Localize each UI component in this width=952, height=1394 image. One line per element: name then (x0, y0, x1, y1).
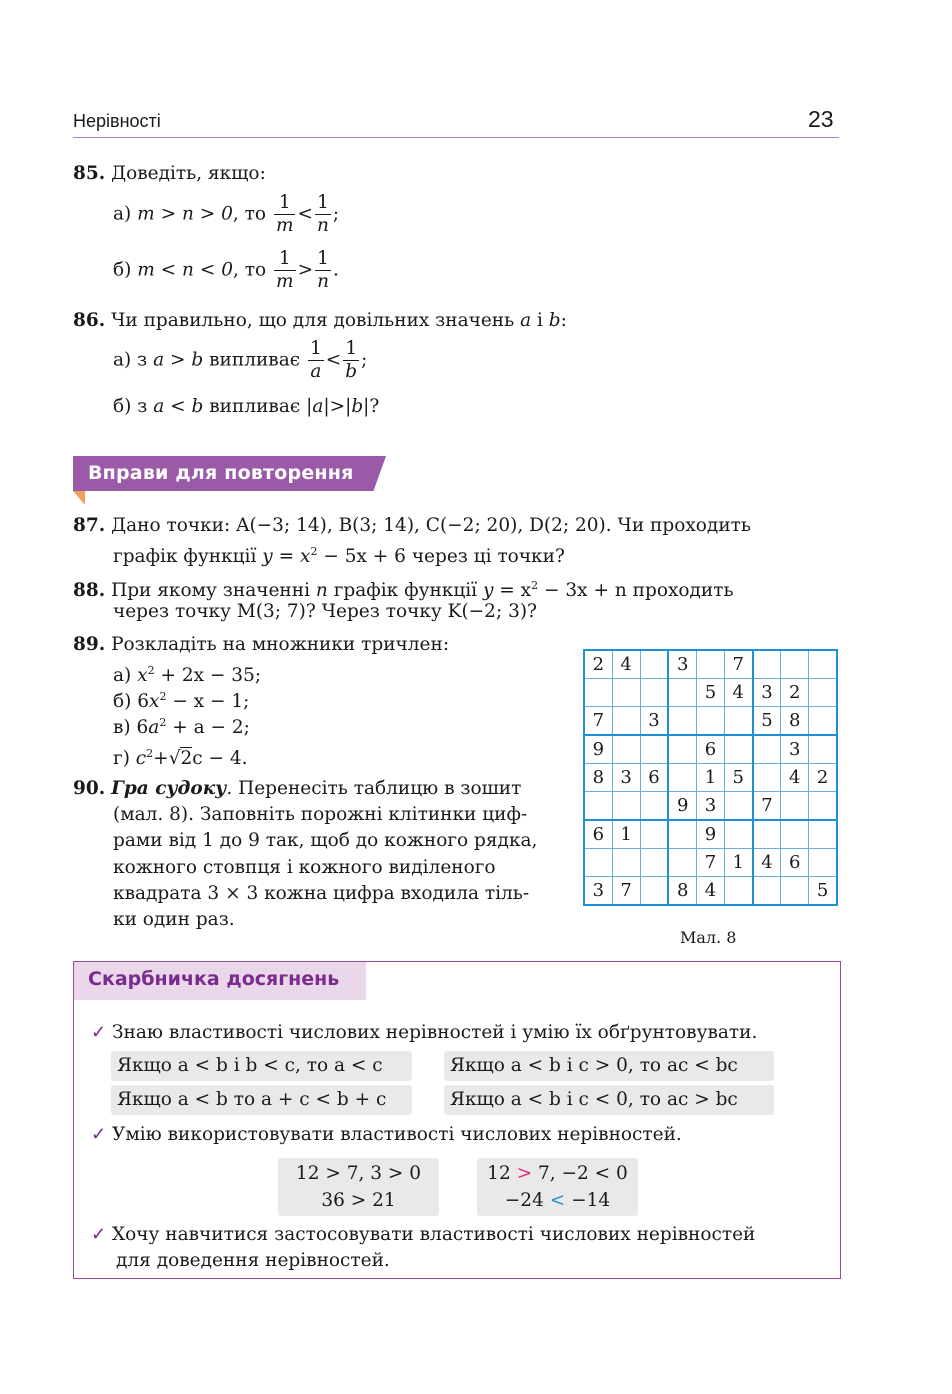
exercise-90-line6: ки один раз. (113, 909, 235, 930)
exercise-90: 90. Гра судоку. Перенесіть таблицю в зошит (73, 778, 522, 799)
exercise-85b: б) m < n < 0, то $\frac{1}{m}$ > $\frac{1}{n}$ . (113, 248, 339, 292)
exercise-86b: б) з a < b випливає |a|>|b|? (113, 396, 380, 417)
sudoku-cell: 6 (697, 735, 725, 764)
sudoku-cell (640, 849, 668, 877)
sudoku-cell: 9 (697, 820, 725, 849)
sudoku-cell: 5 (753, 707, 781, 736)
sudoku-cell: 3 (753, 679, 781, 707)
sudoku-cell (640, 735, 668, 764)
sudoku-cell (640, 877, 668, 906)
sudoku-cell: 9 (584, 735, 612, 764)
check-icon: ✓ (91, 1224, 107, 1245)
achievement-item-3: ✓ Хочу навчитися застосовувати властивості числових нерівностей (91, 1224, 756, 1245)
sudoku-cell: 3 (781, 735, 809, 764)
sudoku-row (584, 792, 837, 821)
sudoku-cell: 9 (668, 792, 696, 821)
sudoku-cell (697, 650, 725, 679)
sudoku-cell (753, 735, 781, 764)
sudoku-cell (640, 792, 668, 821)
sudoku-cell (753, 877, 781, 906)
sudoku-cell: 2 (584, 650, 612, 679)
sudoku-cell (809, 707, 837, 736)
sudoku-cell (781, 820, 809, 849)
sudoku-cell (612, 707, 640, 736)
sudoku-row (584, 650, 837, 679)
sudoku-cell (809, 735, 837, 764)
sudoku-grid (583, 649, 838, 906)
exercise-90-line3: рами від 1 до 9 так, щоб до кожного рядка, (113, 830, 538, 851)
rule-box-3: Якщо a < b то a + c < b + c (111, 1085, 412, 1115)
sudoku-cell: 4 (612, 650, 640, 679)
header-divider (73, 137, 839, 138)
achievement-item-3-line2: для доведення нерівностей. (116, 1250, 390, 1271)
sudoku-cell: 6 (640, 764, 668, 792)
example-box-2: 12 > 7, −2 < 0 −24 < −14 (477, 1158, 638, 1216)
exercise-90-line5: квадрата 3 × 3 кожна цифра входила тіль- (113, 883, 530, 904)
sudoku-cell: 2 (809, 764, 837, 792)
sudoku-cell (668, 849, 696, 877)
sudoku-cell: 6 (781, 849, 809, 877)
sudoku-cell (668, 820, 696, 849)
check-icon: ✓ (91, 1124, 107, 1145)
example-box-1: 12 > 7, 3 > 0 36 > 21 (278, 1158, 439, 1216)
figure-caption: Мал. 8 (680, 928, 737, 947)
sudoku-cell: 3 (584, 877, 612, 906)
sudoku-cell: 6 (584, 820, 612, 849)
exercise-87-line2: графік функції $y = x^2 - 5x + 6$ через ці точки? (113, 545, 565, 568)
sudoku-cell (612, 735, 640, 764)
sudoku-cell (640, 650, 668, 679)
sudoku-cell (781, 792, 809, 821)
sudoku-cell: 3 (668, 650, 696, 679)
sudoku-cell (640, 679, 668, 707)
sudoku-cell (668, 707, 696, 736)
sudoku-cell: 5 (809, 877, 837, 906)
sudoku-cell: 7 (584, 707, 612, 736)
sudoku-cell (809, 650, 837, 679)
sudoku-cell (809, 849, 837, 877)
sudoku-cell: 3 (612, 764, 640, 792)
exercise-86a: а) з a > b випливає $\frac{1}{a}$ < $\frac{1}{b}$ ; (113, 338, 368, 382)
check-icon: ✓ (91, 1022, 107, 1043)
sudoku-cell (724, 735, 752, 764)
exercise-86: 86. Чи правильно, що для довільних значень a і b: (73, 310, 567, 331)
exercise-89: 89. Розкладіть на множники тричлен: (73, 634, 450, 655)
exercise-89a: а) $x^2 + 2x - 35$; (113, 664, 262, 687)
sudoku-cell: 3 (697, 792, 725, 821)
sudoku-cell: 7 (697, 849, 725, 877)
banner-fold-decoration (73, 491, 85, 505)
sudoku-cell (584, 849, 612, 877)
sudoku-cell: 5 (724, 764, 752, 792)
exercise-85: 85. Доведіть, якщо: (73, 163, 266, 184)
sudoku-row (584, 735, 837, 764)
sudoku-cell (584, 679, 612, 707)
sudoku-cell: 2 (781, 679, 809, 707)
exercise-89b: б) $6x^2 - x - 1$; (113, 690, 250, 713)
sudoku-cell (809, 792, 837, 821)
sudoku-cell (584, 792, 612, 821)
rule-box-4: Якщо a < b і c < 0, то ac > bc (444, 1085, 774, 1115)
achievement-item-2: ✓ Умію використовувати властивості числових нерівностей. (91, 1124, 682, 1145)
sudoku-cell: 5 (697, 679, 725, 707)
sudoku-row (584, 764, 837, 792)
sudoku-cell: 1 (724, 849, 752, 877)
sudoku-cell (668, 679, 696, 707)
exercise-87: 87. Дано точки: A(−3; 14), B(3; 14), C(−2; 20), D(2; 20). Чи проходить (73, 515, 751, 536)
sudoku-row (584, 679, 837, 707)
sudoku-cell: 4 (753, 849, 781, 877)
sudoku-cell: 7 (753, 792, 781, 821)
sudoku-cell (668, 735, 696, 764)
sudoku-cell (753, 764, 781, 792)
sudoku-row (584, 877, 837, 906)
sudoku-cell (809, 679, 837, 707)
page-number: 23 (808, 106, 834, 132)
sudoku-cell (697, 707, 725, 736)
sudoku-cell (781, 650, 809, 679)
sudoku-cell: 4 (724, 679, 752, 707)
exercise-85a: а) m > n > 0, то $\frac{1}{m}$ < $\frac{1}{n}$ ; (113, 192, 340, 236)
sudoku-cell (724, 877, 752, 906)
sudoku-cell: 7 (724, 650, 752, 679)
sudoku-cell: 8 (584, 764, 612, 792)
exercise-88: 88. При якому значенні n графік функції $y = x^2 - 3x + n$ проходить (73, 579, 734, 602)
rule-box-2: Якщо a < b і c > 0, то ac < bc (444, 1051, 774, 1081)
sudoku-cell (753, 820, 781, 849)
sudoku-cell (724, 820, 752, 849)
sudoku-row (584, 820, 837, 849)
exercise-89d: г) $c^2+√2c - 4$. (113, 747, 248, 770)
sudoku-cell: 1 (697, 764, 725, 792)
sudoku-cell (612, 679, 640, 707)
achievements-title: Скарбничка досягнень (88, 968, 340, 990)
sudoku-cell (753, 650, 781, 679)
exercise-90-line2: (мал. 8). Заповніть порожні клітинки циф- (113, 804, 528, 825)
sudoku-cell (781, 877, 809, 906)
sudoku-row (584, 849, 837, 877)
exercise-89c: в) $6a^2 + a - 2$; (113, 716, 250, 739)
running-header: Нерівності (73, 111, 161, 131)
sudoku-cell (724, 707, 752, 736)
sudoku-cell: 8 (781, 707, 809, 736)
sudoku-cell (612, 792, 640, 821)
sudoku-cell: 4 (697, 877, 725, 906)
sudoku-cell: 4 (781, 764, 809, 792)
rule-box-1: Якщо a < b і b < c, то a < c (111, 1051, 412, 1081)
sudoku-cell (640, 820, 668, 849)
sudoku-cell: 1 (612, 820, 640, 849)
sudoku-cell: 7 (612, 877, 640, 906)
sudoku-cell (724, 792, 752, 821)
sudoku-cell: 3 (640, 707, 668, 736)
sudoku-cell (668, 764, 696, 792)
sudoku-row (584, 707, 837, 736)
sudoku-cell (809, 820, 837, 849)
exercise-90-line4: кожного стовпця і кожного виділеного (113, 857, 496, 878)
achievement-item-1: ✓ Знаю властивості числових нерівностей і умію їх обґрунтовувати. (91, 1022, 758, 1043)
section-banner-title: Вправи для повторення (88, 462, 354, 484)
sudoku-cell: 8 (668, 877, 696, 906)
exercise-88-line2: через точку M(3; 7)? Через точку K(−2; 3)? (113, 601, 537, 622)
sudoku-cell (612, 849, 640, 877)
